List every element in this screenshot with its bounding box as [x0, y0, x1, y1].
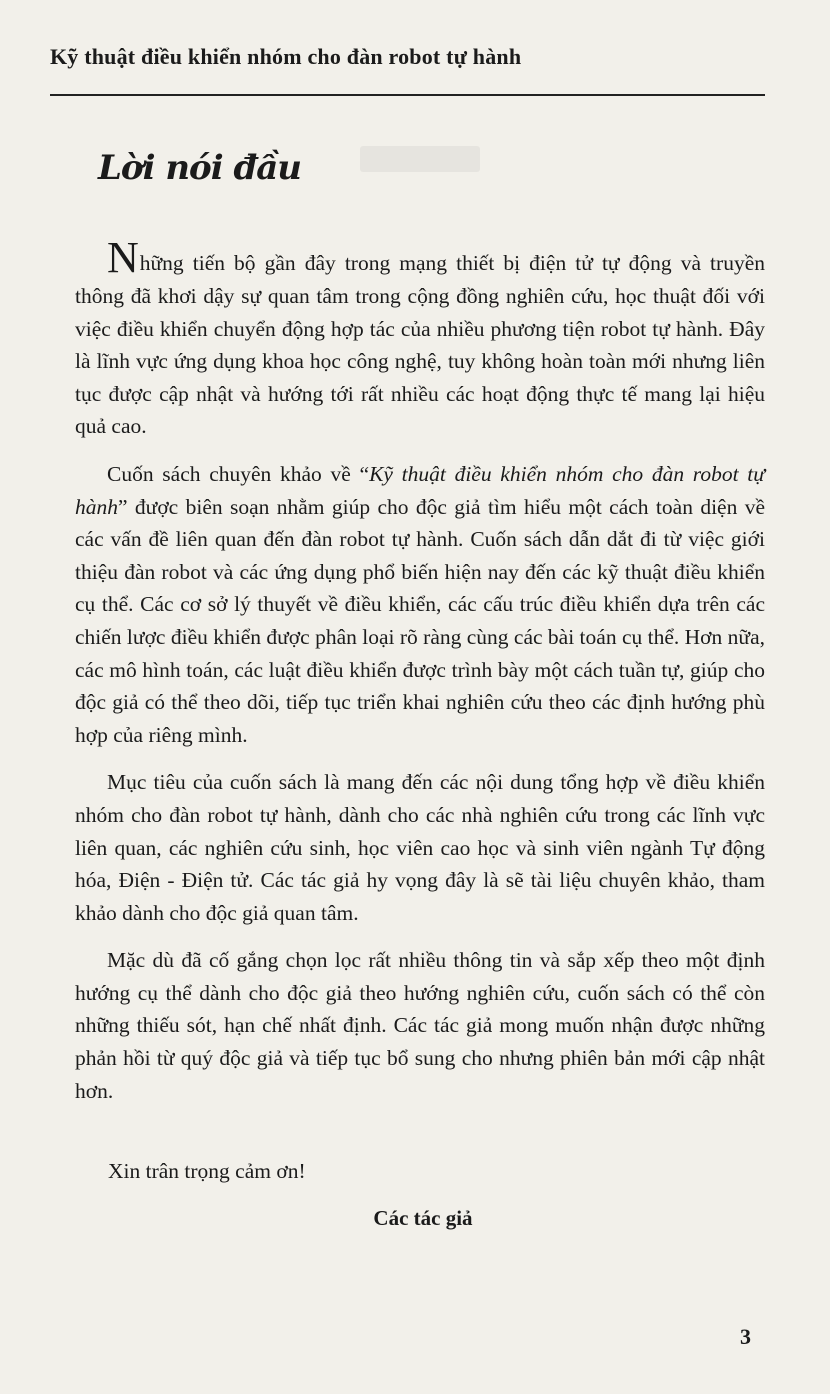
paragraph-3: Mục tiêu của cuốn sách là mang đến các nội dung tổng hợp về điều khiển nhóm cho đàn robot tự hành, dành cho các nhà nghiên cứu trong các lĩnh vực liên quan, các nghiên cứu sinh, học viên cao học và sinh viên ngành Tự động hóa, Điện - Điện tử. Các tác giả hy vọng đây là sẽ tài liệu chuyên khảo, tham khảo dành cho độc giả quan tâm.	[75, 770, 765, 925]
running-header: Kỹ thuật điều khiển nhóm cho đàn robot tự hành	[50, 44, 522, 69]
authors-signature: Các tác giả	[373, 1206, 473, 1230]
header-rule	[50, 94, 765, 96]
paragraph-2	[75, 458, 765, 751]
paragraph-4: Mặc dù đã cố gắng chọn lọc rất nhiều thông tin và sắp xếp theo một định hướng cụ thể dành cho độc giả theo hướng nghiên cứu, cuốn sách có thể còn những thiếu sót, hạn chế nhất định. Các tác giả mong muốn nhận được những phản hồi từ quý độc giả và tiếp tục bổ sung cho nhưng phiên bản mới cập nhật hơn.	[75, 948, 765, 1103]
paragraph-2-lead: Cuốn sách chuyên khảo về “	[107, 461, 370, 486]
drop-cap: N	[107, 233, 139, 282]
body-text	[75, 233, 765, 1107]
show-through-mark	[360, 146, 480, 172]
section-title: Lời nói đầu	[98, 148, 302, 188]
paragraph-2-text: ” được biên soạn nhằm giúp cho độc giả tìm hiểu một cách toàn diện về các vấn đề liên quan đến đàn robot tự hành. Cuốn sách dẫn dắt đi từ việc giới thiệu đàn robot và các ứng dụng phổ biến hiện nay đến các kỹ thuật điều khiển cụ thể. Các cơ sở lý thuyết về điều khiển, các cấu trúc điều khiển dựa trên các chiến lược điều khiển được phân loại rõ ràng cùng các bài toán cụ thể. Hơn nữa, các mô hình toán, các luật điều khiển được trình bày một cách tuần tự, giúp cho độc giả có thể theo dõi, tiếp tục triển khai nghiên cứu theo các định hướng phù hợp của riêng mình.	[75, 494, 765, 747]
sign-off: Xin trân trọng cảm ơn!	[108, 1159, 306, 1183]
book-title: Kỹ thuật điều khiển nhóm cho đàn robot tự hành	[75, 461, 765, 519]
paragraph-1-text: hững tiến bộ gần đây trong mạng thiết bị điện tử tự động và truyền thông đã khơi dậy sự quan tâm trong cộng đồng nghiên cứu, học thuật đối với việc điều khiển chuyển động hợp tác của nhiều phương tiện robot tự hành. Đây là lĩnh vực ứng dụng khoa học công nghệ, tuy không hoàn toàn mới nhưng liên tục được cập nhật và hướng tới rất nhiều các hoạt động thực tế mang lại hiệu quả cao.	[75, 251, 765, 439]
paragraph-1	[75, 233, 765, 443]
page-number: 3	[740, 1324, 751, 1349]
